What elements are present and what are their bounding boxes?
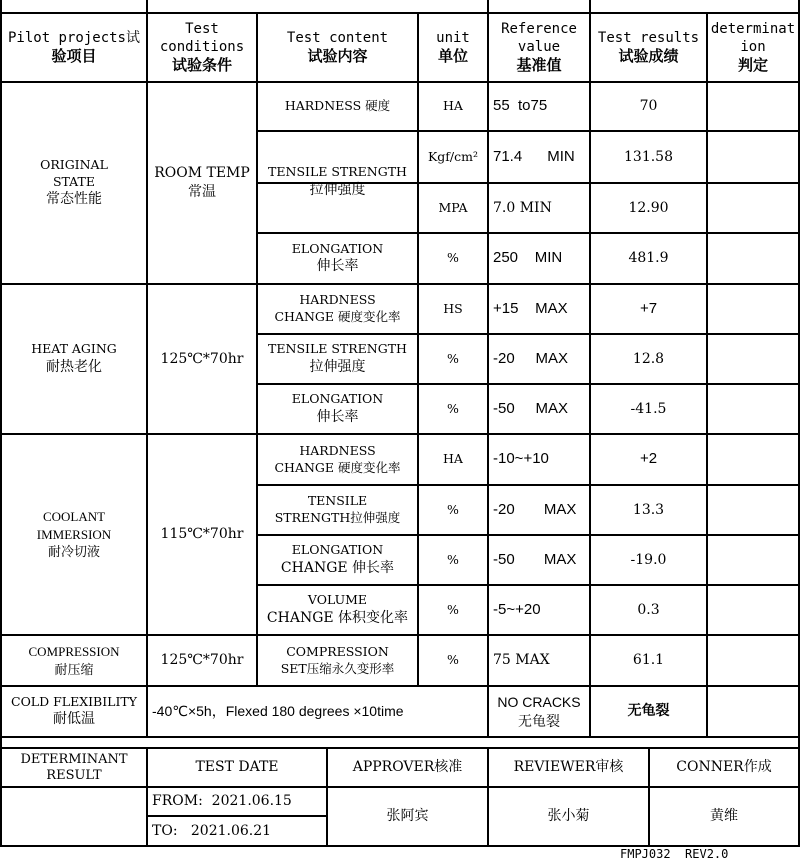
conner-name (650, 788, 798, 845)
coolant-project-zh: 耐冷切液 (47, 544, 100, 560)
original-row3-result (591, 184, 706, 232)
original-row1-ref (489, 83, 589, 130)
label-text: APPROVER核准 (352, 759, 463, 776)
heat-row1-ref (489, 285, 589, 333)
ref-text: -20 MAX (493, 500, 577, 518)
heat-row2-result (591, 335, 706, 383)
compression-content (258, 636, 417, 685)
ref-text: -50 MAX (493, 399, 569, 417)
content-text: HARDNESS (299, 292, 376, 308)
header-content (258, 14, 417, 81)
content-text-zh: CHANGE 硬度变化率 (274, 459, 401, 475)
cold-project (2, 687, 146, 736)
heat-row1-unit (419, 285, 487, 333)
header-unit-en: unit (436, 29, 470, 46)
document-code (620, 847, 760, 861)
header-content-en: Test content (286, 29, 389, 46)
determinant-result-label (2, 749, 146, 786)
compression-result (591, 636, 706, 685)
header-reference-zh: 基准值 (516, 55, 562, 74)
content-text: TENSILE (307, 493, 368, 509)
original-project-zh: 常态性能 (45, 191, 102, 208)
coolant-project (2, 435, 146, 634)
header-results (591, 14, 706, 81)
original-row3-unit (419, 184, 487, 232)
ref-text: 250 MIN (493, 249, 563, 267)
result-text: 70 (639, 98, 658, 115)
original-project-l2: STATE (52, 173, 95, 189)
test-date-from (148, 788, 326, 815)
result-text: 61.1 (632, 652, 665, 669)
cold-project-en: COLD FLEXIBILITY (11, 693, 137, 709)
compression-project (2, 636, 146, 685)
coolant-row2-unit (419, 486, 487, 534)
approver-label (328, 749, 487, 786)
original-row4-result (591, 234, 706, 283)
content-text-zh: CHANGE 伸长率 (280, 559, 395, 576)
original-condition-en: ROOM TEMP (154, 165, 250, 182)
coolant-row3-ref (489, 536, 589, 584)
cold-condition (148, 687, 487, 736)
header-reference-l2: value (517, 38, 561, 55)
coolant-row2-result (591, 486, 706, 534)
heat-project (2, 285, 146, 433)
content-text-zh: CHANGE 体积变化率 (266, 609, 409, 626)
label-text: REVIEWER审核 (513, 759, 624, 776)
reviewer-label (489, 749, 648, 786)
heat-row1-result (591, 285, 706, 333)
ref-text: 75 MAX (493, 652, 550, 669)
original-row3-ref (489, 184, 589, 232)
unit-text: HS (443, 300, 463, 316)
original-row2-content (258, 132, 417, 232)
result-text: +7 (639, 299, 658, 317)
heat-row3-ref (489, 385, 589, 433)
content-text-zh: 伸长率 (316, 408, 359, 425)
header-unit-zh: 单位 (437, 46, 468, 65)
reviewer-name (489, 788, 648, 845)
heat-row2-unit (419, 335, 487, 383)
original-row2-result (591, 132, 706, 182)
unit-text: % (447, 652, 459, 668)
content-text-zh: SET压缩永久变形率 (280, 660, 395, 676)
unit-text: % (447, 501, 459, 517)
header-determination-l1: determinat (710, 20, 796, 37)
heat-row3-unit (419, 385, 487, 433)
date-text: FROM: 2021.06.15 (152, 793, 292, 810)
result-text: 0.3 (637, 601, 660, 618)
condition-text: 125℃*70hr (160, 652, 244, 669)
result-text: 12.90 (628, 199, 669, 216)
content-text: ELONGATION (291, 391, 384, 407)
original-project-l1: ORIGINAL (40, 156, 108, 172)
test-date-to (148, 817, 326, 845)
original-row2-ref (489, 132, 589, 182)
ref-text: 71.4 MIN (493, 147, 575, 165)
coolant-condition (148, 435, 256, 634)
coolant-row3-result (591, 536, 706, 584)
unit-text: HA (443, 98, 463, 114)
unit-text: % (447, 250, 459, 266)
name-text: 张阿宾 (386, 808, 429, 825)
ref-text: 7.0 MIN (493, 199, 552, 216)
result-text: 481.9 (628, 250, 669, 267)
original-project (2, 83, 146, 283)
result-text: -19.0 (630, 551, 667, 568)
result-text: -41.5 (630, 400, 667, 417)
compression-condition (148, 636, 256, 685)
original-condition-zh: 常温 (188, 184, 216, 200)
header-project-en: Pilot projects试 (7, 29, 140, 46)
header-conditions (148, 14, 256, 81)
coolant-row2-ref (489, 486, 589, 534)
code-text: FMPJ032 REV2.0 (620, 846, 729, 861)
content-text: TENSILE STRENGTH (268, 341, 407, 357)
content-text: HARDNESS 硬度 (284, 98, 391, 114)
coolant-row4-result (591, 586, 706, 634)
content-text: HARDNESS (299, 442, 376, 458)
content-text-zh: CHANGE 硬度变化率 (274, 309, 401, 324)
ref-text: NO CRACKS (497, 693, 581, 710)
condition-text: 125℃*70hr (160, 350, 244, 367)
header-conditions-zh: 试验条件 (171, 55, 232, 74)
original-row2-unit (419, 132, 487, 182)
compression-project-zh: 耐压缩 (54, 661, 94, 677)
ref-text: -5~+20 (493, 600, 541, 618)
test-date-label (148, 749, 326, 786)
original-row1-content (258, 83, 417, 130)
heat-project-zh: 耐热老化 (46, 358, 102, 375)
coolant-project-l2: IMMERSION (36, 526, 112, 542)
cold-result (591, 687, 706, 736)
header-reference-l1: Reference (501, 20, 577, 37)
unit-text: % (447, 551, 459, 567)
original-row1-result (591, 83, 706, 130)
cold-project-zh: 耐低温 (53, 711, 95, 728)
content-text-zh: 拉伸强度 (309, 181, 366, 198)
coolant-row1-content (258, 435, 417, 484)
content-text: ELONGATION (291, 542, 384, 558)
coolant-project-l1: COOLANT (42, 509, 106, 525)
content-text: VOLUME (307, 592, 368, 608)
ref-text: 55 to75 (493, 97, 548, 115)
label-text: CONNER作成 (676, 759, 772, 776)
header-reference (489, 14, 589, 81)
unit-text: % (447, 400, 459, 416)
content-text-zh: 伸长率 (316, 258, 359, 275)
header-determination (708, 14, 798, 81)
name-text: 张小菊 (547, 808, 590, 825)
content-text-zh: STRENGTH拉伸强度 (274, 510, 401, 525)
approver-name (328, 788, 487, 845)
compression-ref (489, 636, 589, 685)
ref-text-zh: 无龟裂 (517, 712, 560, 729)
header-results-zh: 试验成绩 (618, 46, 679, 65)
determinant-l1: DETERMINANT (20, 751, 128, 767)
name-text: 黄维 (710, 808, 738, 825)
unit-text: HA (443, 451, 463, 467)
heat-row1-content (258, 285, 417, 333)
ref-text: -50 MAX (493, 550, 577, 568)
ref-text: -10~+10 (493, 450, 549, 468)
heat-row2-content (258, 335, 417, 383)
content-text: TENSILE STRENGTH (268, 164, 407, 180)
label-text: TEST DATE (195, 759, 279, 776)
ref-text: -20 MAX (493, 349, 569, 367)
header-conditions-l1: Test (185, 20, 219, 37)
unit-text: % (447, 350, 459, 366)
header-project-zh: 验项目 (51, 46, 97, 65)
header-content-zh: 试验内容 (307, 46, 368, 65)
coolant-row1-unit (419, 435, 487, 484)
determinant-l2: RESULT (46, 767, 102, 783)
unit-text: MPA (438, 199, 468, 215)
header-results-en: Test results (597, 29, 700, 46)
header-project (2, 14, 146, 81)
cold-ref (489, 687, 589, 736)
coolant-row3-unit (419, 536, 487, 584)
header-determination-l2: ion (740, 38, 766, 55)
original-row1-unit (419, 83, 487, 130)
header-conditions-l2: conditions (159, 38, 245, 55)
coolant-row4-content (258, 586, 417, 634)
ref-text: +15 MAX (493, 299, 568, 317)
coolant-row4-ref (489, 586, 589, 634)
compression-unit (419, 636, 487, 685)
header-determination-zh: 判定 (737, 55, 768, 74)
original-row4-unit (419, 234, 487, 283)
coolant-row1-result (591, 435, 706, 484)
condition-text: -40℃×5h，Flexed 180 degrees ×10time (152, 703, 404, 720)
coolant-row1-ref (489, 435, 589, 484)
coolant-row4-unit (419, 586, 487, 634)
original-condition (148, 83, 256, 283)
compression-project-en: COMPRESSION (28, 643, 120, 659)
heat-row2-ref (489, 335, 589, 383)
coolant-row2-content (258, 486, 417, 534)
unit-text: % (447, 601, 459, 617)
content-text-zh: 拉伸强度 (309, 358, 366, 375)
original-row4-ref (489, 234, 589, 283)
condition-text: 115℃*70hr (160, 526, 244, 543)
heat-condition (148, 285, 256, 433)
header-unit (419, 14, 487, 81)
coolant-row3-content (258, 536, 417, 584)
conner-label (650, 749, 798, 786)
result-text: 13.3 (632, 501, 665, 518)
unit-text: Kgf/cm² (427, 148, 479, 164)
date-text: TO: 2021.06.21 (152, 822, 272, 839)
original-row4-content (258, 234, 417, 283)
result-text: +2 (639, 450, 658, 468)
content-text: COMPRESSION (286, 643, 389, 659)
result-text: 无龟裂 (627, 703, 670, 720)
content-text: ELONGATION (291, 240, 384, 256)
result-text: 131.58 (624, 148, 673, 165)
heat-project-en: HEAT AGING (31, 341, 117, 357)
result-text: 12.8 (632, 350, 665, 367)
heat-row3-content (258, 385, 417, 433)
heat-row3-result (591, 385, 706, 433)
